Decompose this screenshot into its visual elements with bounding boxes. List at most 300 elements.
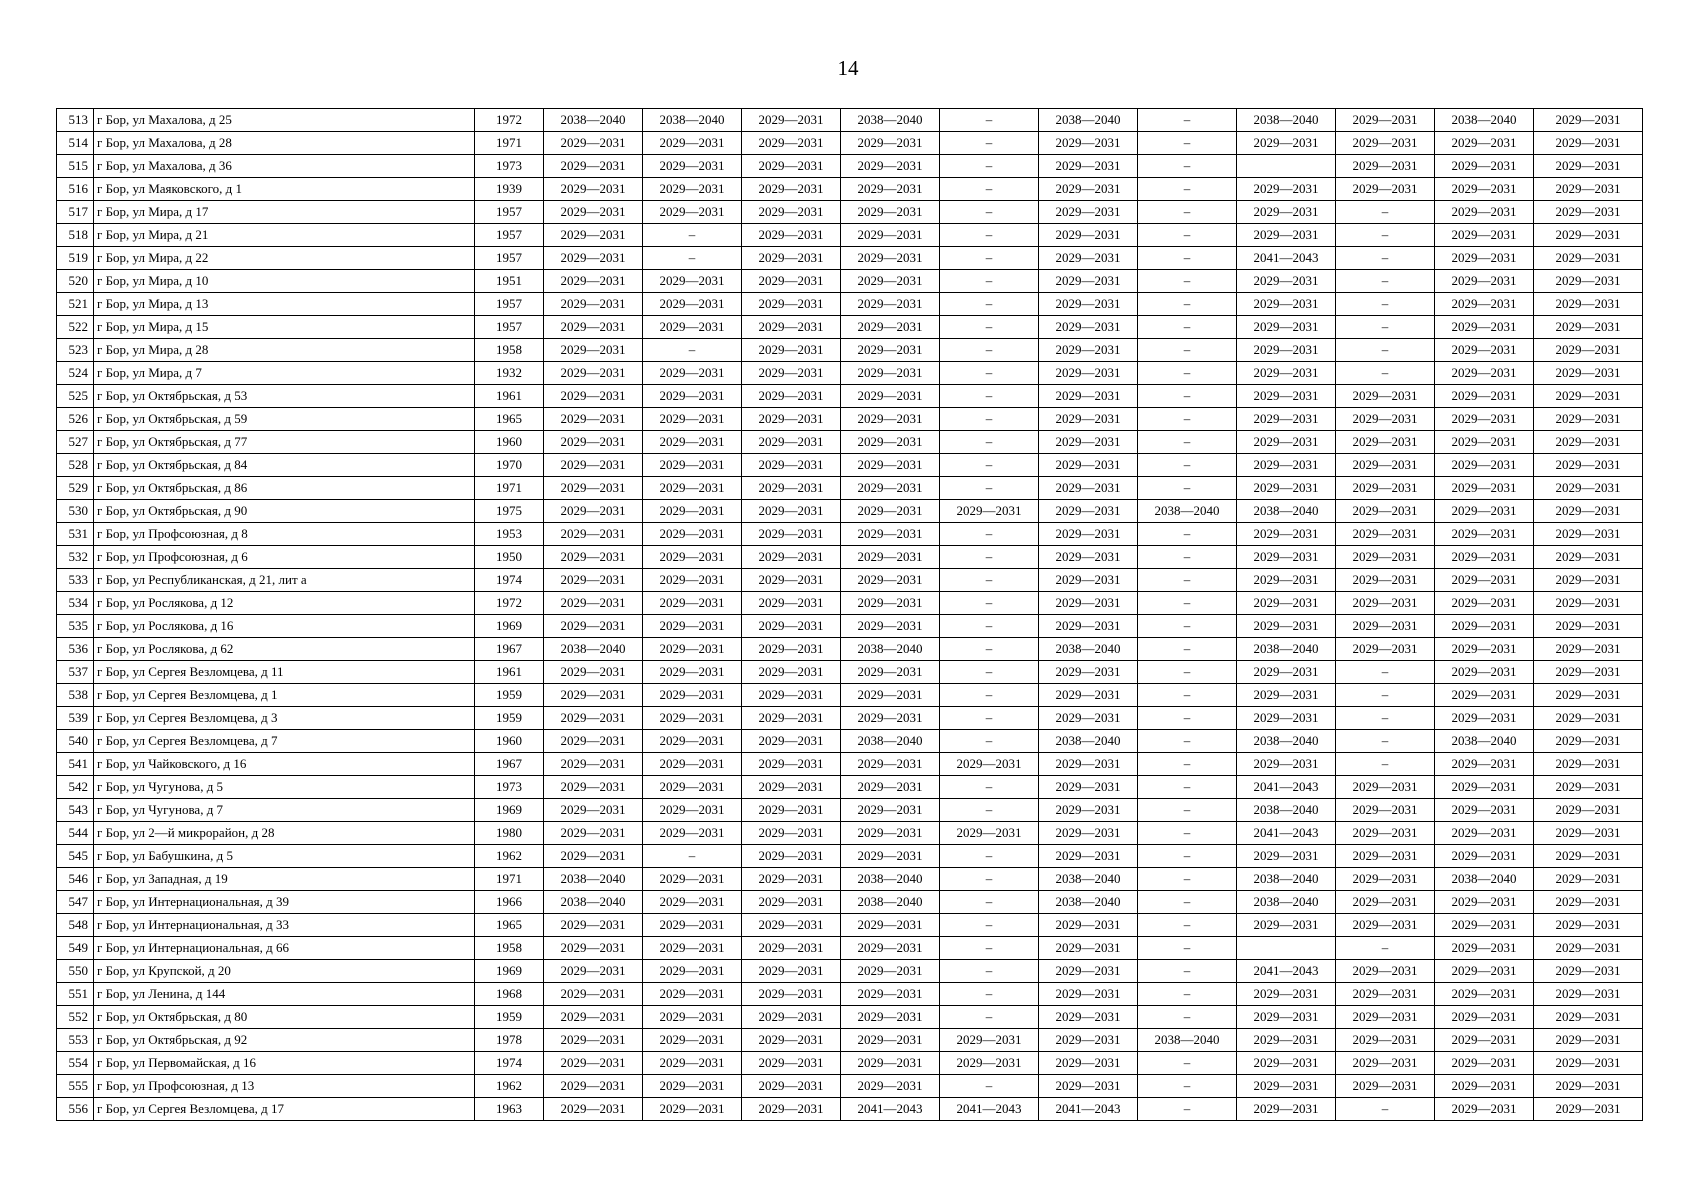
period-cell: 2038—2040 bbox=[1435, 730, 1534, 753]
period-cell: 2029—2031 bbox=[544, 500, 643, 523]
build-year-cell: 1961 bbox=[475, 661, 544, 684]
build-year-cell: 1939 bbox=[475, 178, 544, 201]
row-number-cell: 531 bbox=[57, 523, 94, 546]
table-row bbox=[57, 1098, 1643, 1121]
period-cell: 2029—2031 bbox=[841, 546, 940, 569]
table-row bbox=[57, 891, 1643, 914]
period-cell: 2038—2040 bbox=[841, 868, 940, 891]
period-cell: 2029—2031 bbox=[1039, 431, 1138, 454]
build-year-cell: 1959 bbox=[475, 1006, 544, 1029]
period-cell: 2029—2031 bbox=[544, 960, 643, 983]
table-row bbox=[57, 201, 1643, 224]
build-year-cell: 1973 bbox=[475, 155, 544, 178]
period-cell: – bbox=[1138, 1098, 1237, 1121]
period-cell: 2029—2031 bbox=[1039, 684, 1138, 707]
period-cell: – bbox=[1336, 707, 1435, 730]
period-cell: – bbox=[1138, 776, 1237, 799]
period-cell: – bbox=[940, 132, 1039, 155]
address-cell: г Бор, ул Октябрьская, д 59 bbox=[94, 408, 475, 431]
period-cell: 2029—2031 bbox=[544, 385, 643, 408]
period-cell: 2029—2031 bbox=[1435, 914, 1534, 937]
period-cell: 2029—2031 bbox=[1435, 983, 1534, 1006]
period-cell: 2029—2031 bbox=[742, 983, 841, 1006]
period-cell: 2029—2031 bbox=[1039, 247, 1138, 270]
period-cell: 2029—2031 bbox=[742, 1006, 841, 1029]
period-cell: 2029—2031 bbox=[1534, 454, 1643, 477]
period-cell: 2029—2031 bbox=[1039, 178, 1138, 201]
period-cell: 2029—2031 bbox=[841, 224, 940, 247]
period-cell: – bbox=[1336, 937, 1435, 960]
period-cell: 2029—2031 bbox=[1336, 822, 1435, 845]
period-cell: 2038—2040 bbox=[841, 891, 940, 914]
period-cell: – bbox=[1336, 224, 1435, 247]
row-number-cell: 549 bbox=[57, 937, 94, 960]
period-cell: 2029—2031 bbox=[544, 431, 643, 454]
period-cell: 2029—2031 bbox=[1534, 730, 1643, 753]
address-cell: г Бор, ул Мира, д 15 bbox=[94, 316, 475, 339]
period-cell: 2038—2040 bbox=[841, 109, 940, 132]
period-cell: – bbox=[940, 799, 1039, 822]
period-cell: 2029—2031 bbox=[1039, 316, 1138, 339]
period-cell: 2029—2031 bbox=[1435, 454, 1534, 477]
table-row bbox=[57, 316, 1643, 339]
period-cell: 2038—2040 bbox=[544, 868, 643, 891]
period-cell: 2029—2031 bbox=[1237, 408, 1336, 431]
period-cell: 2029—2031 bbox=[1039, 707, 1138, 730]
period-cell: 2029—2031 bbox=[544, 477, 643, 500]
period-cell: 2029—2031 bbox=[1534, 615, 1643, 638]
row-number-cell: 556 bbox=[57, 1098, 94, 1121]
row-number-cell: 530 bbox=[57, 500, 94, 523]
period-cell: – bbox=[1336, 247, 1435, 270]
row-number-cell: 546 bbox=[57, 868, 94, 891]
address-cell: г Бор, ул Интернациональная, д 39 bbox=[94, 891, 475, 914]
address-cell: г Бор, ул Октябрьская, д 90 bbox=[94, 500, 475, 523]
period-cell: 2041—2043 bbox=[940, 1098, 1039, 1121]
build-year-cell: 1961 bbox=[475, 385, 544, 408]
period-cell: 2029—2031 bbox=[1534, 546, 1643, 569]
period-cell: 2029—2031 bbox=[742, 776, 841, 799]
period-cell: 2029—2031 bbox=[643, 592, 742, 615]
period-cell: 2029—2031 bbox=[841, 247, 940, 270]
period-cell: 2029—2031 bbox=[1435, 799, 1534, 822]
period-cell: 2029—2031 bbox=[742, 546, 841, 569]
period-cell: 2029—2031 bbox=[1336, 178, 1435, 201]
address-cell: г Бор, ул Махалова, д 28 bbox=[94, 132, 475, 155]
period-cell: 2041—2043 bbox=[1237, 960, 1336, 983]
period-cell: 2029—2031 bbox=[1534, 776, 1643, 799]
address-cell: г Бор, ул Интернациональная, д 33 bbox=[94, 914, 475, 937]
period-cell: 2029—2031 bbox=[1534, 1075, 1643, 1098]
period-cell: – bbox=[1336, 684, 1435, 707]
period-cell: 2029—2031 bbox=[1237, 224, 1336, 247]
period-cell: – bbox=[1138, 730, 1237, 753]
period-cell: – bbox=[940, 523, 1039, 546]
build-year-cell: 1957 bbox=[475, 224, 544, 247]
period-cell: 2029—2031 bbox=[544, 316, 643, 339]
build-year-cell: 1960 bbox=[475, 431, 544, 454]
period-cell: 2029—2031 bbox=[544, 799, 643, 822]
period-cell: – bbox=[1138, 615, 1237, 638]
period-cell: 2029—2031 bbox=[544, 362, 643, 385]
period-cell: 2038—2040 bbox=[1039, 891, 1138, 914]
period-cell: 2038—2040 bbox=[1435, 868, 1534, 891]
period-cell: 2029—2031 bbox=[742, 362, 841, 385]
period-cell: 2029—2031 bbox=[1237, 1006, 1336, 1029]
period-cell: – bbox=[1138, 224, 1237, 247]
period-cell: – bbox=[940, 891, 1039, 914]
table-row bbox=[57, 569, 1643, 592]
period-cell: 2029—2031 bbox=[1534, 707, 1643, 730]
period-cell: – bbox=[1336, 753, 1435, 776]
period-cell: 2029—2031 bbox=[841, 799, 940, 822]
table-row bbox=[57, 431, 1643, 454]
period-cell: – bbox=[1138, 155, 1237, 178]
period-cell: 2029—2031 bbox=[1534, 868, 1643, 891]
period-cell: – bbox=[940, 569, 1039, 592]
period-cell: 2029—2031 bbox=[1534, 385, 1643, 408]
period-cell: – bbox=[940, 247, 1039, 270]
row-number-cell: 537 bbox=[57, 661, 94, 684]
repair-schedule-table bbox=[56, 108, 1643, 1121]
period-cell: 2029—2031 bbox=[643, 523, 742, 546]
row-number-cell: 539 bbox=[57, 707, 94, 730]
period-cell: 2029—2031 bbox=[1435, 224, 1534, 247]
period-cell: 2029—2031 bbox=[643, 799, 742, 822]
period-cell: 2029—2031 bbox=[1336, 776, 1435, 799]
period-cell: 2029—2031 bbox=[841, 592, 940, 615]
period-cell: 2029—2031 bbox=[1336, 109, 1435, 132]
table-row bbox=[57, 362, 1643, 385]
period-cell: – bbox=[1138, 247, 1237, 270]
table-row bbox=[57, 1075, 1643, 1098]
period-cell: 2029—2031 bbox=[841, 431, 940, 454]
period-cell: 2041—2043 bbox=[1237, 822, 1336, 845]
period-cell: 2029—2031 bbox=[841, 822, 940, 845]
period-cell: 2029—2031 bbox=[1534, 500, 1643, 523]
period-cell: – bbox=[940, 776, 1039, 799]
row-number-cell: 521 bbox=[57, 293, 94, 316]
period-cell: – bbox=[1138, 546, 1237, 569]
period-cell: – bbox=[940, 454, 1039, 477]
period-cell: 2029—2031 bbox=[1039, 1075, 1138, 1098]
period-cell: 2029—2031 bbox=[1237, 1098, 1336, 1121]
period-cell: 2029—2031 bbox=[1336, 799, 1435, 822]
period-cell: 2029—2031 bbox=[1435, 638, 1534, 661]
period-cell: 2029—2031 bbox=[1039, 1029, 1138, 1052]
period-cell: 2029—2031 bbox=[1534, 914, 1643, 937]
period-cell: 2029—2031 bbox=[1039, 960, 1138, 983]
row-number-cell: 532 bbox=[57, 546, 94, 569]
period-cell: 2029—2031 bbox=[1336, 592, 1435, 615]
period-cell: 2029—2031 bbox=[1039, 523, 1138, 546]
period-cell: 2029—2031 bbox=[1534, 569, 1643, 592]
build-year-cell: 1957 bbox=[475, 293, 544, 316]
build-year-cell: 1967 bbox=[475, 638, 544, 661]
period-cell: 2029—2031 bbox=[1534, 661, 1643, 684]
row-number-cell: 543 bbox=[57, 799, 94, 822]
period-cell: 2038—2040 bbox=[841, 638, 940, 661]
period-cell: 2029—2031 bbox=[742, 638, 841, 661]
period-cell: 2029—2031 bbox=[643, 1029, 742, 1052]
period-cell: 2041—2043 bbox=[1039, 1098, 1138, 1121]
period-cell: 2029—2031 bbox=[643, 891, 742, 914]
build-year-cell: 1969 bbox=[475, 799, 544, 822]
period-cell: 2029—2031 bbox=[1534, 684, 1643, 707]
period-cell: 2029—2031 bbox=[1039, 753, 1138, 776]
period-cell: 2041—2043 bbox=[841, 1098, 940, 1121]
period-cell: – bbox=[940, 684, 1039, 707]
period-cell: 2029—2031 bbox=[1237, 592, 1336, 615]
table-row bbox=[57, 822, 1643, 845]
period-cell: 2029—2031 bbox=[1237, 316, 1336, 339]
table-row bbox=[57, 454, 1643, 477]
period-cell: 2029—2031 bbox=[1435, 822, 1534, 845]
table-row bbox=[57, 799, 1643, 822]
period-cell: – bbox=[1138, 661, 1237, 684]
period-cell: 2029—2031 bbox=[841, 707, 940, 730]
period-cell: 2029—2031 bbox=[1435, 132, 1534, 155]
period-cell: 2029—2031 bbox=[742, 707, 841, 730]
period-cell: 2029—2031 bbox=[544, 293, 643, 316]
period-cell: 2029—2031 bbox=[643, 408, 742, 431]
period-cell: – bbox=[1336, 270, 1435, 293]
period-cell: 2038—2040 bbox=[1237, 891, 1336, 914]
period-cell: 2038—2040 bbox=[1237, 500, 1336, 523]
period-cell: 2029—2031 bbox=[1435, 431, 1534, 454]
period-cell: – bbox=[940, 178, 1039, 201]
period-cell: 2029—2031 bbox=[643, 155, 742, 178]
period-cell: 2029—2031 bbox=[1336, 546, 1435, 569]
period-cell: 2029—2031 bbox=[742, 132, 841, 155]
table-row bbox=[57, 224, 1643, 247]
table-row bbox=[57, 500, 1643, 523]
period-cell: 2029—2031 bbox=[1237, 339, 1336, 362]
period-cell: 2029—2031 bbox=[1435, 293, 1534, 316]
period-cell: – bbox=[940, 224, 1039, 247]
build-year-cell: 1959 bbox=[475, 684, 544, 707]
period-cell: 2029—2031 bbox=[742, 684, 841, 707]
period-cell: 2029—2031 bbox=[841, 339, 940, 362]
period-cell: 2029—2031 bbox=[841, 914, 940, 937]
period-cell: 2029—2031 bbox=[1534, 1098, 1643, 1121]
period-cell: 2029—2031 bbox=[1039, 937, 1138, 960]
period-cell: 2029—2031 bbox=[1534, 845, 1643, 868]
period-cell: – bbox=[940, 155, 1039, 178]
address-cell: г Бор, ул Октябрьская, д 77 bbox=[94, 431, 475, 454]
period-cell: – bbox=[1138, 362, 1237, 385]
build-year-cell: 1975 bbox=[475, 500, 544, 523]
period-cell: 2029—2031 bbox=[841, 178, 940, 201]
row-number-cell: 513 bbox=[57, 109, 94, 132]
period-cell: 2029—2031 bbox=[1336, 891, 1435, 914]
period-cell: 2029—2031 bbox=[1237, 546, 1336, 569]
period-cell: 2029—2031 bbox=[1237, 1029, 1336, 1052]
period-cell: 2029—2031 bbox=[742, 431, 841, 454]
period-cell: 2029—2031 bbox=[643, 1098, 742, 1121]
period-cell: – bbox=[1138, 707, 1237, 730]
period-cell: 2029—2031 bbox=[742, 454, 841, 477]
period-cell: – bbox=[1138, 201, 1237, 224]
period-cell: 2029—2031 bbox=[1039, 155, 1138, 178]
build-year-cell: 1972 bbox=[475, 592, 544, 615]
period-cell: 2029—2031 bbox=[940, 500, 1039, 523]
period-cell: 2029—2031 bbox=[1237, 684, 1336, 707]
address-cell: г Бор, ул Профсоюзная, д 13 bbox=[94, 1075, 475, 1098]
period-cell: 2029—2031 bbox=[1534, 201, 1643, 224]
period-cell: 2029—2031 bbox=[1435, 1006, 1534, 1029]
period-cell: – bbox=[940, 431, 1039, 454]
period-cell: 2029—2031 bbox=[742, 339, 841, 362]
period-cell: 2029—2031 bbox=[1435, 569, 1534, 592]
period-cell: 2029—2031 bbox=[1435, 592, 1534, 615]
period-cell: 2029—2031 bbox=[1237, 1075, 1336, 1098]
period-cell: 2029—2031 bbox=[1336, 914, 1435, 937]
table-row bbox=[57, 178, 1643, 201]
period-cell: 2029—2031 bbox=[1435, 845, 1534, 868]
row-number-cell: 518 bbox=[57, 224, 94, 247]
period-cell: 2029—2031 bbox=[1534, 316, 1643, 339]
period-cell: – bbox=[1138, 914, 1237, 937]
build-year-cell: 1957 bbox=[475, 201, 544, 224]
period-cell: 2029—2031 bbox=[1336, 638, 1435, 661]
period-cell: 2029—2031 bbox=[742, 316, 841, 339]
build-year-cell: 1965 bbox=[475, 408, 544, 431]
build-year-cell: 1958 bbox=[475, 339, 544, 362]
row-number-cell: 529 bbox=[57, 477, 94, 500]
period-cell: – bbox=[940, 845, 1039, 868]
table-row bbox=[57, 684, 1643, 707]
period-cell: – bbox=[1336, 339, 1435, 362]
period-cell: 2029—2031 bbox=[1039, 822, 1138, 845]
period-cell: 2029—2031 bbox=[1336, 155, 1435, 178]
period-cell: – bbox=[1138, 1052, 1237, 1075]
period-cell: 2029—2031 bbox=[1435, 615, 1534, 638]
period-cell: 2029—2031 bbox=[1336, 569, 1435, 592]
period-cell: 2029—2031 bbox=[1435, 408, 1534, 431]
address-cell: г Бор, ул Рослякова, д 62 bbox=[94, 638, 475, 661]
period-cell: 2029—2031 bbox=[1435, 362, 1534, 385]
table-row bbox=[57, 523, 1643, 546]
period-cell: 2029—2031 bbox=[1039, 385, 1138, 408]
table-row bbox=[57, 615, 1643, 638]
period-cell: 2029—2031 bbox=[643, 178, 742, 201]
period-cell: 2029—2031 bbox=[643, 454, 742, 477]
period-cell: 2029—2031 bbox=[1534, 638, 1643, 661]
period-cell: – bbox=[940, 868, 1039, 891]
period-cell: 2038—2040 bbox=[544, 109, 643, 132]
period-cell: 2029—2031 bbox=[544, 1052, 643, 1075]
period-cell: 2029—2031 bbox=[643, 431, 742, 454]
period-cell: 2029—2031 bbox=[742, 201, 841, 224]
row-number-cell: 544 bbox=[57, 822, 94, 845]
row-number-cell: 515 bbox=[57, 155, 94, 178]
period-cell: 2029—2031 bbox=[1435, 960, 1534, 983]
period-cell: 2029—2031 bbox=[841, 454, 940, 477]
address-cell: г Бор, ул Сергея Везломцева, д 17 bbox=[94, 1098, 475, 1121]
address-cell: г Бор, ул Западная, д 19 bbox=[94, 868, 475, 891]
period-cell: 2029—2031 bbox=[1237, 431, 1336, 454]
period-cell: – bbox=[1138, 937, 1237, 960]
period-cell: 2029—2031 bbox=[1534, 109, 1643, 132]
period-cell: 2029—2031 bbox=[643, 270, 742, 293]
period-cell: – bbox=[940, 638, 1039, 661]
period-cell: 2029—2031 bbox=[1039, 454, 1138, 477]
period-cell: 2029—2031 bbox=[544, 408, 643, 431]
period-cell: 2029—2031 bbox=[1039, 132, 1138, 155]
period-cell: – bbox=[1138, 109, 1237, 132]
period-cell: 2029—2031 bbox=[1039, 592, 1138, 615]
period-cell: 2038—2040 bbox=[544, 891, 643, 914]
period-cell: 2029—2031 bbox=[841, 155, 940, 178]
period-cell: – bbox=[940, 1075, 1039, 1098]
period-cell: 2029—2031 bbox=[841, 523, 940, 546]
period-cell: 2029—2031 bbox=[643, 730, 742, 753]
address-cell: г Бор, ул Мира, д 10 bbox=[94, 270, 475, 293]
period-cell: – bbox=[940, 477, 1039, 500]
period-cell: 2029—2031 bbox=[1435, 1075, 1534, 1098]
period-cell: 2029—2031 bbox=[1534, 799, 1643, 822]
period-cell: 2029—2031 bbox=[1534, 132, 1643, 155]
period-cell: – bbox=[1336, 661, 1435, 684]
table-row bbox=[57, 753, 1643, 776]
period-cell: 2029—2031 bbox=[1237, 201, 1336, 224]
period-cell: 2029—2031 bbox=[742, 270, 841, 293]
table-row bbox=[57, 132, 1643, 155]
build-year-cell: 1932 bbox=[475, 362, 544, 385]
period-cell: – bbox=[1138, 477, 1237, 500]
period-cell: 2029—2031 bbox=[1039, 1006, 1138, 1029]
period-cell: 2029—2031 bbox=[1534, 362, 1643, 385]
row-number-cell: 547 bbox=[57, 891, 94, 914]
period-cell: 2029—2031 bbox=[1435, 776, 1534, 799]
period-cell: 2029—2031 bbox=[1336, 454, 1435, 477]
period-cell: – bbox=[1138, 845, 1237, 868]
build-year-cell: 1969 bbox=[475, 615, 544, 638]
table-row bbox=[57, 937, 1643, 960]
period-cell: – bbox=[1138, 891, 1237, 914]
period-cell: 2029—2031 bbox=[1336, 477, 1435, 500]
period-cell: 2029—2031 bbox=[643, 707, 742, 730]
period-cell: 2029—2031 bbox=[1435, 684, 1534, 707]
period-cell: 2029—2031 bbox=[742, 1052, 841, 1075]
period-cell: 2029—2031 bbox=[742, 753, 841, 776]
address-cell: г Бор, ул Чайковского, д 16 bbox=[94, 753, 475, 776]
address-cell: г Бор, ул Крупской, д 20 bbox=[94, 960, 475, 983]
period-cell: 2029—2031 bbox=[544, 730, 643, 753]
period-cell: – bbox=[1138, 638, 1237, 661]
period-cell: 2029—2031 bbox=[742, 569, 841, 592]
address-cell: г Бор, ул Сергея Везломцева, д 1 bbox=[94, 684, 475, 707]
period-cell: 2029—2031 bbox=[1039, 224, 1138, 247]
table-row bbox=[57, 1006, 1643, 1029]
build-year-cell: 1957 bbox=[475, 247, 544, 270]
period-cell: 2029—2031 bbox=[841, 477, 940, 500]
address-cell: г Бор, ул 2—й микрорайон, д 28 bbox=[94, 822, 475, 845]
period-cell: 2029—2031 bbox=[643, 1006, 742, 1029]
build-year-cell: 1970 bbox=[475, 454, 544, 477]
address-cell: г Бор, ул Сергея Везломцева, д 3 bbox=[94, 707, 475, 730]
build-year-cell: 1967 bbox=[475, 753, 544, 776]
period-cell: 2029—2031 bbox=[1534, 523, 1643, 546]
period-cell: 2029—2031 bbox=[1534, 983, 1643, 1006]
period-cell: – bbox=[1336, 362, 1435, 385]
period-cell: 2029—2031 bbox=[643, 385, 742, 408]
period-cell: 2029—2031 bbox=[1435, 500, 1534, 523]
period-cell: 2029—2031 bbox=[1336, 845, 1435, 868]
address-cell: г Бор, ул Октябрьская, д 53 bbox=[94, 385, 475, 408]
build-year-cell: 1972 bbox=[475, 109, 544, 132]
